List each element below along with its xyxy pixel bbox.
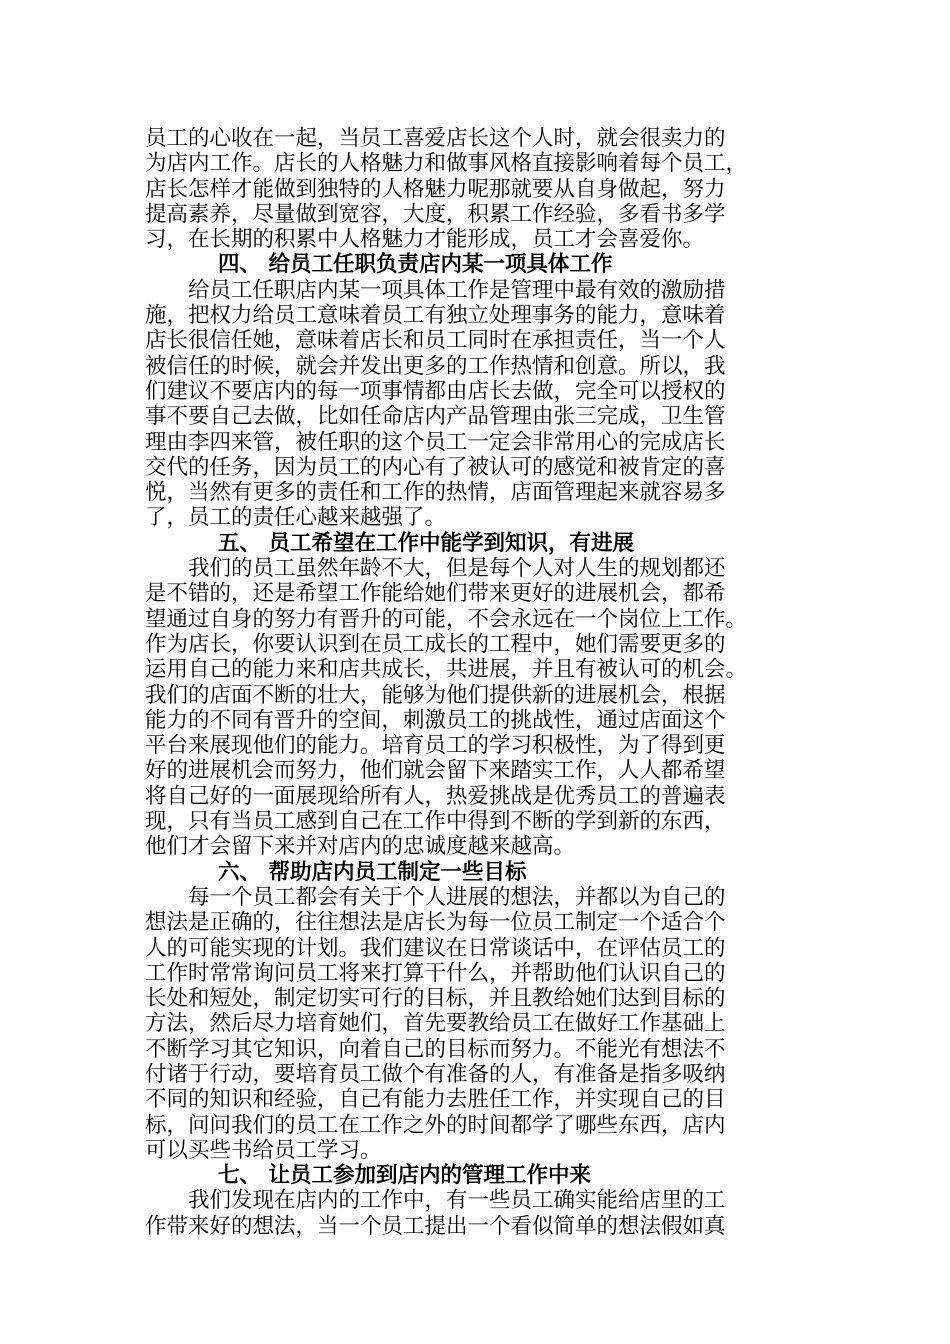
- paragraph-line: 付诸于行动，要培育员工做个有准备的人，有准备是指多吸纳: [145, 1061, 726, 1087]
- paragraph-line: 理由李四来管，被任职的这个员工一定会非常用心的完成店长: [145, 429, 726, 455]
- paragraph-line: 不断学习其它知识，向着自己的目标而努力。不能光有想法不: [145, 1036, 726, 1062]
- paragraph-line: 他们才会留下来并对店内的忠诚度越来越高。: [145, 834, 576, 860]
- paragraph-line: 平台来展现他们的能力。培育员工的学习积极性，为了得到更: [145, 733, 726, 759]
- paragraph-line: 标，问问我们的员工在工作之外的时间都学了哪些东西，店内: [145, 1112, 726, 1138]
- paragraph-line: 们建议不要店内的每一项事情都由店长去做，完全可以授权的: [145, 378, 726, 404]
- paragraph-line: 我们发现在店内的工作中，有一些员工确实能给店里的工: [188, 1188, 726, 1214]
- section-heading: 五、 员工希望在工作中能学到知识，有进展: [218, 530, 634, 556]
- paragraph-line: 工作时常常询问员工将来打算干什么，并帮助他们认识自己的: [145, 960, 726, 986]
- section-heading: 六、 帮助店内员工制定一些目标: [218, 859, 527, 885]
- paragraph-line: 店长怎样才能做到独特的人格魅力呢那就要从自身做起，努力: [145, 176, 726, 202]
- paragraph-line: 作带来好的想法，当一个员工提出一个看似简单的想法假如真: [145, 1213, 726, 1239]
- paragraph-line: 望通过自身的努力有晋升的可能，不会永远在一个岗位上工作。: [145, 606, 748, 632]
- section-heading: 四、 给员工任职负责店内某一项具体工作: [218, 252, 613, 278]
- paragraph-line: 员工的心收在一起，当员工喜爱店长这个人时，就会很卖力的: [145, 126, 726, 151]
- paragraph-line: 想法是正确的，往往想法是店长为每一位员工制定一个适合个: [145, 910, 726, 936]
- paragraph-line: 提高素养，尽量做到宽容，大度，积累工作经验，多看书多学: [145, 201, 726, 227]
- paragraph-line: 是不错的，还是希望工作能给她们带来更好的进展机会，都希: [145, 581, 726, 607]
- paragraph-line: 施，把权力给员工意味着员工有独立处理事务的能力，意味着: [145, 303, 726, 329]
- paragraph-line: 习，在长期的积累中人格魅力才能形成，员工才会喜爱你。: [145, 227, 705, 253]
- paragraph-line: 被信任的时候，就会并发出更多的工作热情和创意。所以，我: [145, 353, 726, 379]
- paragraph-line: 不同的知识和经验，自己有能力去胜任工作，并实现自己的目: [145, 1087, 726, 1113]
- paragraph-line: 长处和短处，制定切实可行的目标，并且教给她们达到目标的: [145, 986, 726, 1012]
- paragraph-line: 事不要自己去做，比如任命店内产品管理由张三完成，卫生管: [145, 404, 726, 430]
- paragraph-line: 每一个员工都会有关于个人进展的想法，并都以为自己的: [188, 884, 726, 910]
- document-page: [145, 126, 805, 1239]
- paragraph-line: 给员工任职店内某一项具体工作是管理中最有效的激励措: [188, 277, 726, 303]
- paragraph-line: 作为店长，你要认识到在员工成长的工程中，她们需要更多的: [145, 631, 726, 657]
- paragraph-line: 运用自己的能力来和店共成长，共进展，并且有被认可的机会。: [145, 657, 748, 683]
- paragraph-line: 好的进展机会而努力，他们就会留下来踏实工作，人人都希望: [145, 758, 726, 784]
- paragraph-line: 为店内工作。店长的人格魅力和做事风格直接影响着每个员工，: [145, 151, 748, 177]
- paragraph-line: 店长很信任她，意味着店长和员工同时在承担责任，当一个人: [145, 328, 726, 354]
- paragraph-line: 现，只有当员工感到自己在工作中得到不断的学到新的东西，: [145, 809, 726, 835]
- paragraph-line: 悦，当然有更多的责任和工作的热情，店面管理起来就容易多: [145, 480, 726, 506]
- paragraph-line: 人的可能实现的计划。我们建议在日常谈话中，在评估员工的: [145, 935, 726, 961]
- paragraph-line: 我们的店面不断的壮大，能够为他们提供新的进展机会，根据: [145, 682, 726, 708]
- paragraph-line: 交代的任务，因为员工的内心有了被认可的感觉和被肯定的喜: [145, 454, 726, 480]
- section-heading: 七、 让员工参加到店内的管理工作中来: [218, 1163, 591, 1189]
- paragraph-line: 将自己好的一面展现给所有人，热爱挑战是优秀员工的普遍表: [145, 783, 726, 809]
- paragraph-line: 我们的员工虽然年龄不大，但是每个人对人生的规划都还: [188, 556, 726, 582]
- paragraph-line: 了，员工的责任心越来越强了。: [145, 505, 447, 531]
- paragraph-line: 可以买些书给员工学习。: [145, 1137, 382, 1163]
- paragraph-line: 方法，然后尽力培育她们，首先要教给员工在做好工作基础上: [145, 1011, 726, 1037]
- paragraph-line: 能力的不同有晋升的空间，刺激员工的挑战性，通过店面这个: [145, 707, 726, 733]
